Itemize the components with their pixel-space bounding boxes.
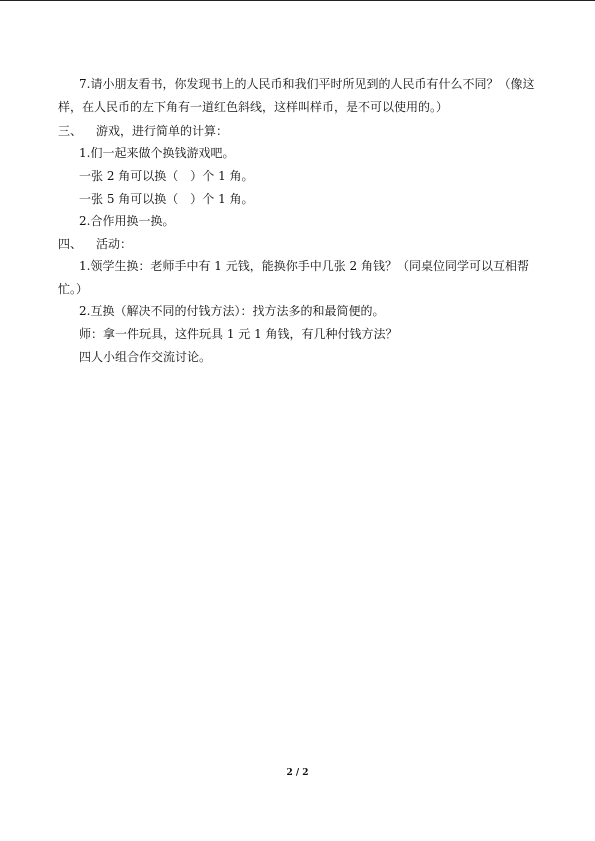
paragraph-line: 7.请小朋友看书，你发现书上的人民币和我们平时所见到的人民币有什么不同？（像这 bbox=[79, 77, 535, 91]
paragraph-line: 2.互换（解决不同的付钱方法）：找方法多的和最简便的。 bbox=[79, 304, 385, 318]
paragraph-line: 1.们一起来做个换钱游戏吧。 bbox=[79, 146, 235, 160]
paragraph-line: 样，在人民币的左下角有一道红色斜线，这样叫样币，是不可以使用的。） bbox=[58, 100, 449, 114]
page-number: 2 / 2 bbox=[286, 768, 309, 778]
paragraph-line: 2.合作用换一换。 bbox=[79, 214, 175, 228]
paragraph-line: 忙。） bbox=[58, 282, 89, 296]
paragraph-line: 一张 2 角可以换（ ）个 1 角。 bbox=[79, 169, 254, 183]
paragraph-line: 四人小组合作交流讨论。 bbox=[79, 350, 212, 364]
paragraph-line: 1.领学生换：老师手中有 1 元钱，能换你手中几张 2 角钱？（同桌位同学可以互相帮 bbox=[79, 259, 529, 273]
paragraph-line: 一张 5 角可以换（ ）个 1 角。 bbox=[79, 192, 254, 206]
section-number: 四、 bbox=[58, 237, 83, 251]
section-title: 活动： bbox=[96, 237, 133, 251]
section-title: 游戏，进行简单的计算： bbox=[96, 124, 229, 138]
section-number: 三、 bbox=[58, 124, 83, 138]
header-rule bbox=[0, 0, 595, 1]
paragraph-line: 师：拿一件玩具，这件玩具 1 元 1 角钱，有几种付钱方法？ bbox=[79, 327, 398, 341]
